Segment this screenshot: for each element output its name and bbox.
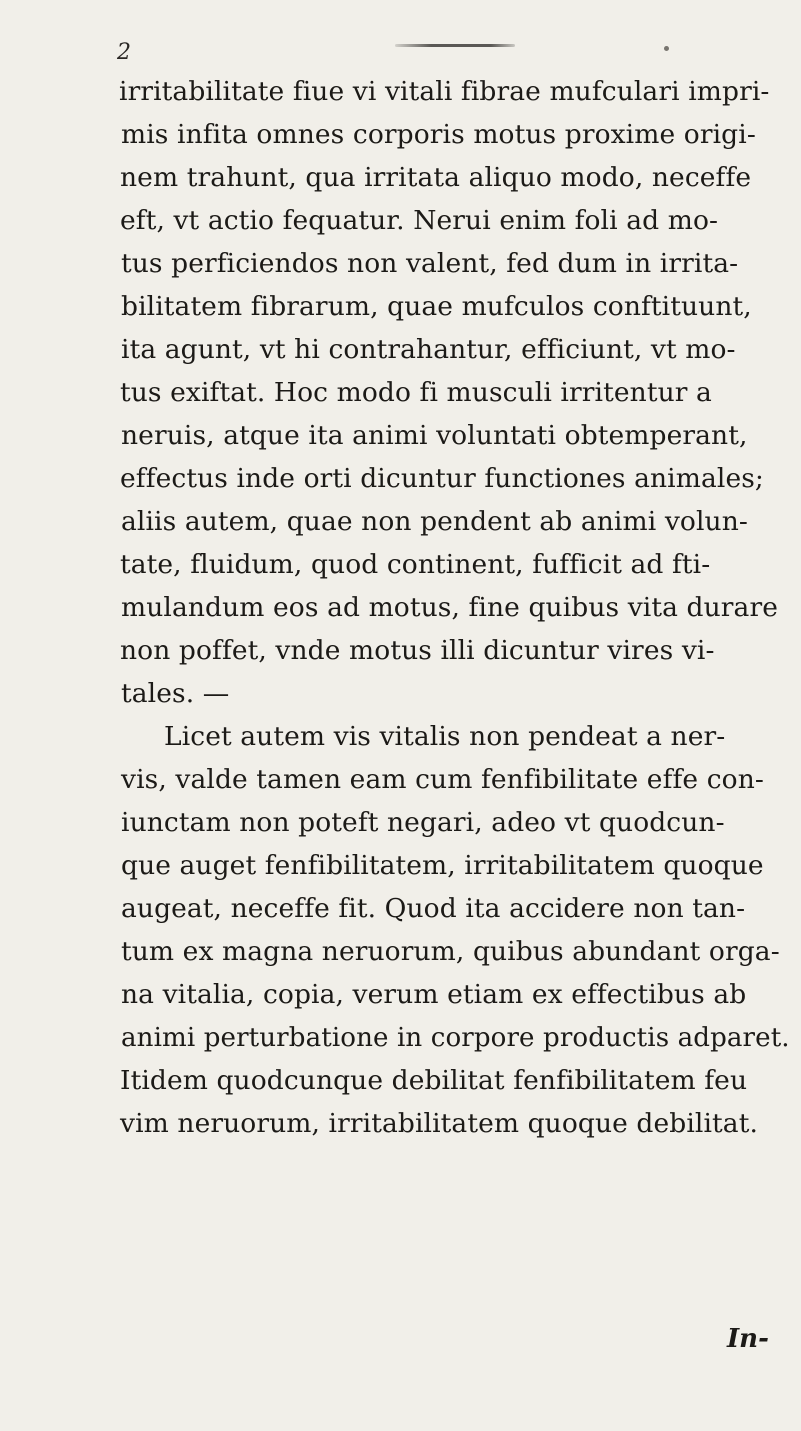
ink-speck — [664, 46, 669, 51]
text-line: Itidem quodcunque debilitat fenfibilitatem feu — [120, 1065, 748, 1096]
text-line: Licet autem vis vitalis non pendeat a ner- — [164, 721, 726, 752]
text-line: irritabilitate fiue vi vitali fibrae mufculari impri- — [119, 76, 770, 107]
text-line: iunctam non poteft negari, adeo vt quodcun- — [121, 807, 725, 838]
text-line: augeat, neceffe fit. Quod ita accidere non tan- — [121, 893, 746, 924]
text-line: aliis autem, quae non pendent ab animi volun- — [121, 506, 748, 537]
text-line: nem trahunt, qua irritata aliquo modo, neceffe — [120, 162, 752, 193]
header-rule — [395, 44, 515, 47]
text-line: mulandum eos ad motus, fine quibus vita durare — [121, 592, 778, 623]
text-line: tales. — — [121, 678, 230, 709]
page-number: 2 — [117, 40, 131, 65]
text-line: animi perturbatione in corpore productis adparet. — [121, 1022, 790, 1053]
text-line: vis, valde tamen eam cum fenfibilitate effe con- — [121, 764, 764, 795]
text-line: tate, fluidum, quod continent, fufficit ad fti- — [120, 549, 711, 580]
text-line: que auget fenfibilitatem, irritabilitatem quoque — [121, 850, 764, 881]
text-line: neruis, atque ita animi voluntati obtemperant, — [121, 420, 748, 451]
text-line: tus perficiendos non valent, fed dum in irrita- — [121, 248, 739, 279]
text-line: ita agunt, vt hi contrahantur, efficiunt, vt mo- — [121, 334, 736, 365]
text-line: na vitalia, copia, verum etiam ex effectibus ab — [121, 979, 747, 1010]
text-line: effectus inde orti dicuntur functiones animales; — [120, 463, 764, 494]
catchword: In- — [727, 1324, 769, 1354]
text-line: tus exiftat. Hoc modo fi musculi irritentur a — [120, 377, 712, 408]
text-line: mis infita omnes corporis motus proxime origi- — [121, 119, 756, 150]
text-line: bilitatem fibrarum, quae mufculos conftituunt, — [121, 291, 752, 322]
text-line: tum ex magna neruorum, quibus abundant orga- — [121, 936, 780, 967]
text-line: non poffet, vnde motus illi dicuntur vires vi- — [120, 635, 715, 666]
text-line: vim neruorum, irritabilitatem quoque debilitat. — [120, 1108, 758, 1139]
text-line: eft, vt actio fequatur. Nerui enim foli ad mo- — [120, 205, 719, 236]
